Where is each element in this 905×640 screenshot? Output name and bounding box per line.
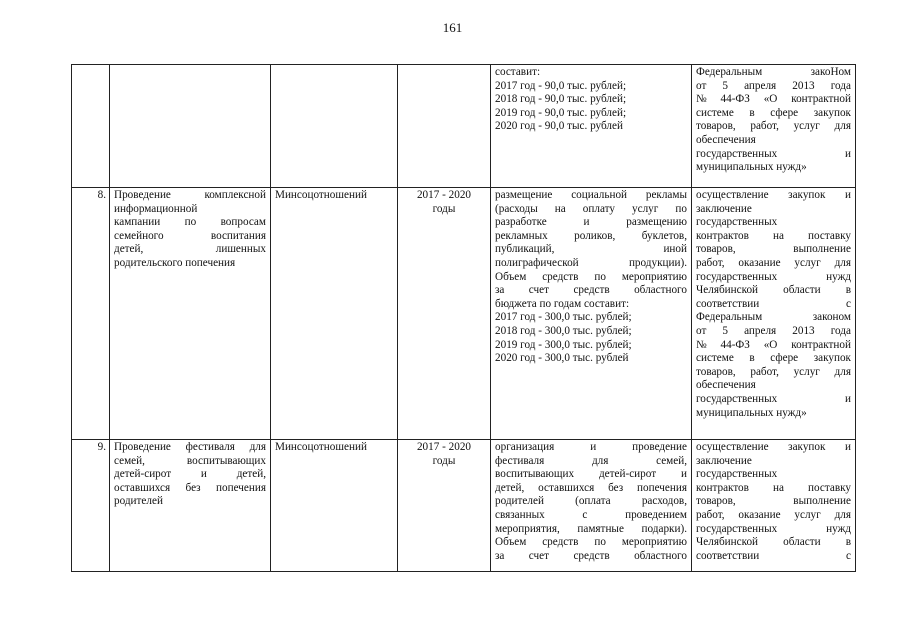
text-line: публикаций, иной [495,243,687,256]
text-line: (расходы на оплату услуг по [495,202,687,215]
basis-cell [692,440,856,572]
text-line: за счет средств областного [495,549,687,562]
text-line: связанных с проведением [495,508,687,521]
text-line: товаров, выполнение [696,243,851,256]
text-line: 2019 год - 300,0 тыс. рублей; [495,338,632,351]
text-line: детей, лишенных [114,243,266,256]
text-line: государственных и [696,147,851,160]
text-line: осуществление закупок и [696,441,851,453]
text-line: системе в сфере закупок [696,106,851,119]
row-number [72,65,110,188]
text-line: родителей (оплата расходов, [495,495,687,508]
text-line: 2017 - 2020 [416,441,472,453]
text-line: рекламных роликов, буклетов, [495,229,687,242]
text-line: за счет средств областного [495,284,687,297]
text-line: товаров, работ, услуг для [696,120,851,133]
text-line: детей, оставшихся без попечения [495,481,687,494]
text-line: соответствии с [696,549,851,562]
text-line: государственных нужд [696,522,851,535]
text-line: мероприятия, памятные подарки). [495,522,687,535]
text-line: 2018 год - 300,0 тыс. рублей; [495,324,632,337]
text-line: государственных [696,216,778,229]
text-line: Челябинской области в [696,284,851,297]
text-line: обеспечения [696,379,756,392]
text-line: соответствии с [696,297,851,310]
text-line: составит: [495,66,541,78]
years-cell [398,65,491,188]
text-line: государственных нужд [696,270,851,283]
executor-cell: Минсоцотношений [271,440,398,572]
text-line: 2020 год - 90,0 тыс. рублей [495,120,623,133]
text-line: от 5 апреля 2013 года [696,324,851,337]
description-cell [491,65,692,188]
text-line: системе в сфере закупок [696,352,851,365]
text-line: Челябинской области в [696,536,851,549]
text-line: № 44-ФЗ «О контрактной [696,338,851,351]
text-line: 2017 год - 90,0 тыс. рублей; [495,79,627,92]
years-cell [398,188,491,440]
text-line: Проведение фестиваля для [114,441,266,453]
text-line: родительского попечения [114,256,236,269]
measure-name-cell [110,188,271,440]
text-line: государственных и [696,392,851,405]
executor-cell: Минсоцотношений [271,188,398,440]
description-cell [491,188,692,440]
text-line: 2017 год - 300,0 тыс. рублей; [495,311,632,324]
measures-table [71,64,856,572]
text-line: товаров, выполнение [696,495,851,508]
text-line: 2019 год - 90,0 тыс. рублей; [495,106,627,119]
text-line: № 44-ФЗ «О контрактной [696,93,851,106]
text-line: годы [432,202,456,215]
text-line: оставшихся без попечения [114,481,266,494]
text-line: семейного воспитания [114,229,266,242]
table-row [72,188,856,440]
description-cell [491,440,692,572]
text-line: работ, оказание услуг для [696,256,851,269]
text-line: контрактов на поставку [696,229,851,242]
text-line: полиграфической продукции). [495,256,687,269]
executor-cell [271,65,398,188]
table-row [72,65,856,188]
text-line: разработке и размещению [495,216,687,229]
text-line: Объем средств по мероприятию [495,536,687,549]
text-line: от 5 апреля 2013 года [696,79,851,92]
text-line: годы [432,454,456,467]
text-line: товаров, работ, услуг для [696,365,851,378]
text-line: работ, оказание услуг для [696,508,851,521]
row-number: 9. [72,440,110,572]
text-line: Проведение комплексной [114,189,266,201]
years-cell [398,440,491,572]
text-line: Федеральным закоНом [696,66,851,78]
text-line: воспитывающих детей-сирот и [495,468,687,481]
text-line: заключение [696,454,752,467]
text-line: осуществление закупок и [696,189,851,201]
text-line: семей, воспитывающих [114,454,266,467]
text-line: муниципальных нужд» [696,406,807,419]
text-line: 2017 - 2020 [416,189,472,201]
row-number: 8. [72,188,110,440]
text-line: муниципальных нужд» [696,161,807,174]
text-line: размещение социальной рекламы [495,189,687,201]
text-line: кампании по вопросам [114,216,266,229]
page-number: 161 [442,20,463,35]
text-line: Федеральным законом [696,311,851,324]
text-line: обеспечения [696,133,756,146]
basis-cell [692,65,856,188]
measure-name-cell [110,440,271,572]
table-row [72,440,856,572]
text-line: детей-сирот и детей, [114,468,266,481]
text-line: заключение [696,202,752,215]
text-line: государственных [696,468,778,481]
text-line: 2020 год - 300,0 тыс. рублей [495,352,629,365]
text-line: бюджета по годам составит: [495,297,630,310]
basis-cell [692,188,856,440]
text-line: контрактов на поставку [696,481,851,494]
text-line: организация и проведение [495,441,687,453]
text-line: информационной [114,202,198,215]
measure-name-cell [110,65,271,188]
text-line: 2018 год - 90,0 тыс. рублей; [495,93,627,106]
text-line: родителей [114,495,163,508]
text-line: Объем средств по мероприятию [495,270,687,283]
text-line: фестиваля для семей, [495,454,687,467]
